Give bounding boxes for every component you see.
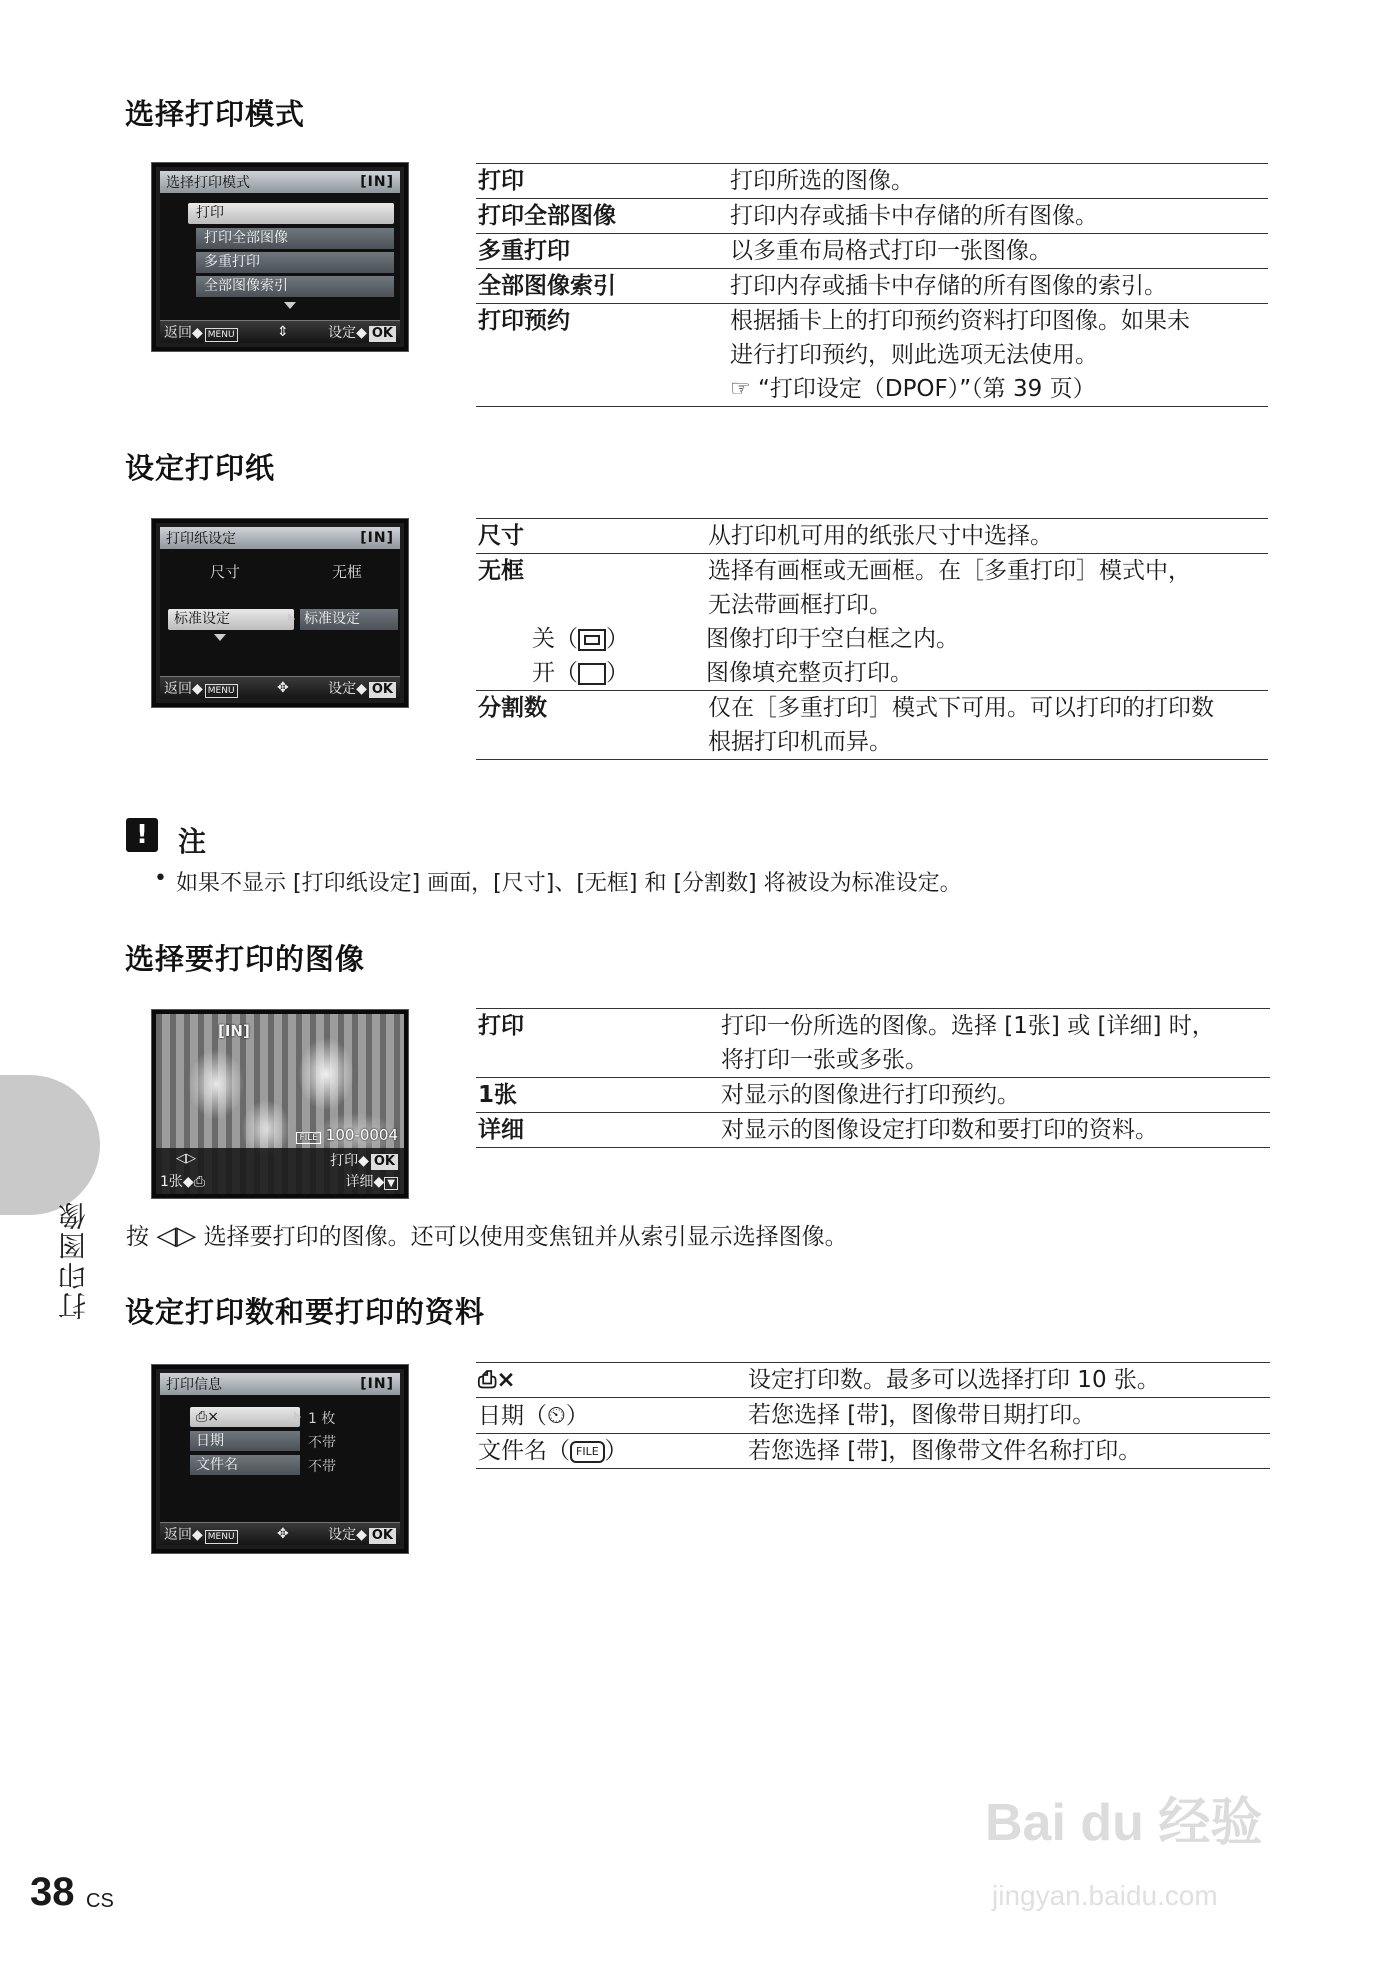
page-ref-icon: ☞ [730,376,751,402]
table-row: 尺寸 从打印机可用的纸张尺寸中选择。 [476,518,1268,553]
screen-title-bar [160,527,400,549]
frame-on-icon [578,629,606,651]
section-title-select-image: 选择要打印的图像 [125,942,366,976]
note-title: 注 [178,825,207,858]
down-button-icon: ▼ [384,1177,398,1190]
info-item-date[interactable]: 日期 [190,1431,300,1451]
footer-set: 设定◆ OK [328,1524,396,1544]
print-mode-table [476,163,1268,407]
memory-indicator: [IN] [360,1376,394,1392]
table-row: 1张 对显示的图像进行打印预约。 [476,1077,1270,1112]
menu-item-all-index[interactable]: 全部图像索引 [196,276,394,297]
chapter-label: 打印图像 [57,1200,90,1320]
table-row: 打印全部图像 打印内存或插卡中存储的所有图像。 [476,198,1268,233]
table-row: 打印 打印一份所选的图像。选择 [1张] 或 [详细] 时， 将打印一张或多张。 [476,1008,1270,1077]
table-row: 分割数 仅在［多重打印］模式下可用。可以打印的打印数 根据打印机而异。 [476,690,1268,760]
caution-icon: ! [126,818,158,852]
screen-title: 打印纸设定 [166,531,236,547]
footer-back: 返回◆ MENU [164,678,238,698]
info-item-copies[interactable]: ⎙× [190,1407,300,1427]
chevron-right-icon [294,1411,301,1423]
paper-col-borderless: 无框 [332,563,363,581]
print-icon: ⎙ [193,1174,205,1190]
print-info-table [476,1362,1270,1469]
select-image-table [476,1008,1270,1148]
footer-set: 设定◆ OK [328,678,396,698]
footer-one-sheet: 1张◆⎙ [160,1174,205,1190]
clock-icon: ⏲ [547,1401,566,1429]
memory-indicator: [IN] [360,174,394,190]
watermark-logo: Bai du 经验 [985,1794,1263,1852]
print-info-screen [152,1365,408,1553]
arrow-left-right-icon: ◁▷ [156,1221,197,1251]
left-right-icon: ◁▷ [176,1151,196,1166]
table-row: 日期（⏲） 若您选择 [带]，图像带日期打印。 [476,1397,1270,1433]
screen-title-bar [160,1373,400,1395]
table-row: 文件名（ FILE ） 若您选择 [带]，图像带文件名称打印。 [476,1433,1270,1469]
scroll-down-icon [214,634,226,641]
select-instruction: 按 ◁▷ 选择要打印的图像。还可以使用变焦钮并从索引显示选择图像。 [126,1221,848,1251]
screen-footer [160,320,400,343]
section-title-print-mode: 选择打印模式 [125,97,306,131]
page-number: 38 [30,1870,75,1914]
screen-footer [156,1148,404,1194]
info-value-copies: 1 枚 [308,1411,336,1427]
table-row: 详细 对显示的图像设定打印数和要打印的资料。 [476,1112,1270,1148]
paper-screen [152,519,408,707]
four-way-icon: ✥ [276,1526,289,1542]
table-row: 无框 选择有画框或无画框。在［多重打印］模式中， 无法带画框打印。 [476,553,1268,622]
table-row: 开（ ） 图像填充整页打印。 [532,660,913,686]
table-row: 打印 打印所选的图像。 [476,163,1268,198]
paper-size-value[interactable]: 标准设定 [168,609,294,630]
four-way-icon: ✥ [276,680,289,696]
page-language: CS [86,1890,114,1912]
file-icon: FILE [570,1441,605,1463]
screen-footer [160,676,400,699]
section-title-paper: 设定打印纸 [125,451,276,485]
screen-title-bar [160,171,400,193]
section-title-print-info: 设定打印数和要打印的资料 [125,1295,486,1329]
print-icon: ⎙ [196,1409,208,1425]
borderless-icon [578,663,606,685]
print-icon: ⎙ [478,1367,497,1393]
watermark-url: jingyan.baidu.com [992,1880,1218,1911]
table-row: 全部图像索引 打印内存或插卡中存储的所有图像的索引。 [476,268,1268,303]
memory-indicator: [IN] [360,530,394,546]
memory-indicator: [IN] [218,1022,250,1040]
footer-set: 设定◆ OK [328,322,396,342]
chevron-right-icon [288,613,295,625]
footer-detail: 详细◆ ▼ [346,1171,398,1191]
chapter-tab [0,1075,100,1215]
table-row: 打印预约 根据插卡上的打印预约资料打印图像。如果未 进行打印预约，则此选项无法使用。 ☞ “打印设定（DPOF）”（第 39 页） [476,303,1268,407]
footer-print: 打印◆ OK [330,1150,398,1170]
page-ref-link[interactable]: “打印设定（DPOF）”（第 39 页） [757,376,1096,402]
table-row: 关（ ） 图像打印于空白框之内。 [532,626,959,652]
footer-back: 返回◆ MENU [164,322,238,342]
file-icon: FILE [296,1132,321,1144]
menu-item-multi-print[interactable]: 多重打印 [196,252,394,273]
info-value-date: 不带 [308,1435,336,1451]
paper-table [476,518,1268,760]
file-number: FILE 100-0004 [296,1126,398,1144]
screen-title: 打印信息 [166,1377,222,1393]
bullet-icon: • [154,866,167,891]
image-select-screen [152,1010,408,1198]
footer-back: 返回◆ MENU [164,1524,238,1544]
info-value-filename: 不带 [308,1459,336,1475]
table-row: 多重打印 以多重布局格式打印一张图像。 [476,233,1268,268]
info-item-filename[interactable]: 文件名 [190,1455,300,1475]
menu-item-print[interactable]: 打印 [188,203,394,224]
paper-col-size: 尺寸 [210,563,241,581]
scroll-down-icon [284,302,296,309]
screen-title: 选择打印模式 [166,175,250,191]
paper-borderless-value[interactable]: 标准设定 [300,609,398,630]
screen-footer [160,1522,400,1545]
note-text: • 如果不显示 [打印纸设定] 画面，[尺寸]、[无框] 和 [分割数] 将被设为标准设定。 [154,866,962,896]
menu-item-print-all[interactable]: 打印全部图像 [196,228,394,249]
updown-icon: ⇕ [276,324,289,340]
table-row: ⎙× 设定打印数。最多可以选择打印 10 张。 [476,1362,1270,1397]
